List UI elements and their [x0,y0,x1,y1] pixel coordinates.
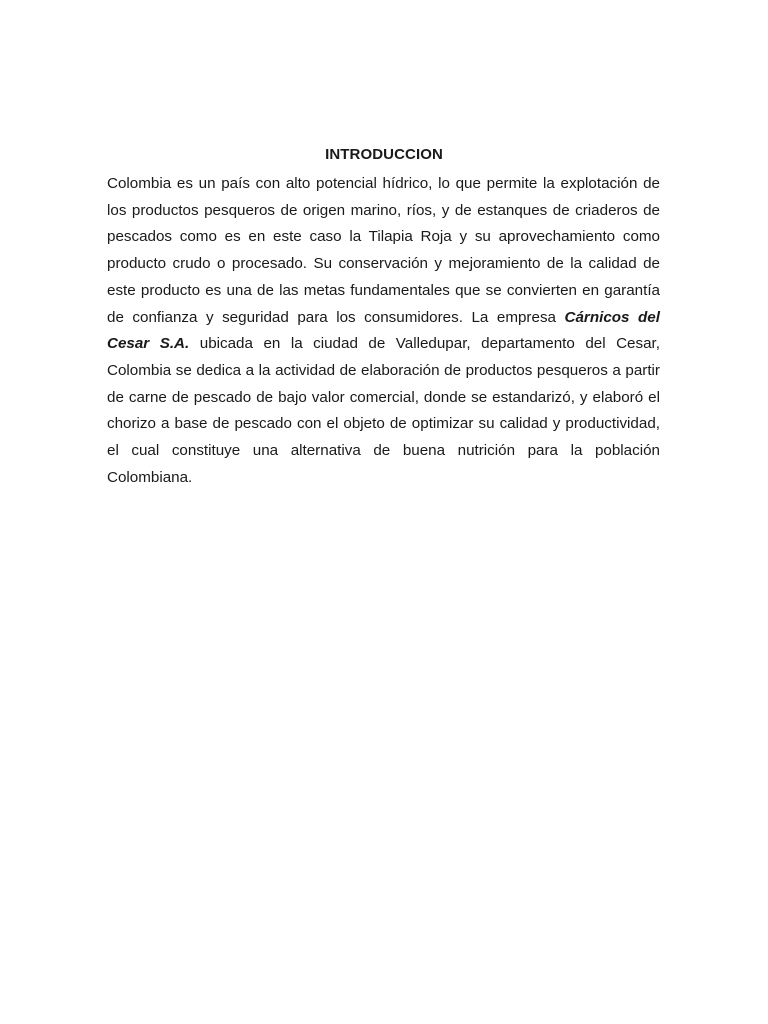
paragraph-text-before: Colombia es un país con alto potencial hídrico, lo que permite la explotación de los productos pesqueros de origen marino, ríos, y de estanques de criaderos de pescados como es en este caso la Tilapia Roja y su aprovechamiento como producto crudo o procesado. Su conservación y mejoramiento de la calidad de este producto es una de las metas fundamentales que se convierten en garantía de confianza y seguridad para los consumidores. La empresa [107,175,660,326]
paragraph-text-after: ubicada en la ciudad de Valledupar, departamento del Cesar, Colombia se dedica a la actividad de elaboración de productos pesqueros a partir de carne de pescado de bajo valor comercial, donde se estandarizó, y elaboró el chorizo a base de pescado con el objeto de optimizar su calidad y productividad, el cual constituye una alternativa de buena nutrición para la población Colombiana. [107,335,660,486]
company-name: Cárnicos del Cesar S.A. [107,308,660,353]
introduction-paragraph [107,171,660,491]
section-heading: INTRODUCCION [325,146,443,163]
